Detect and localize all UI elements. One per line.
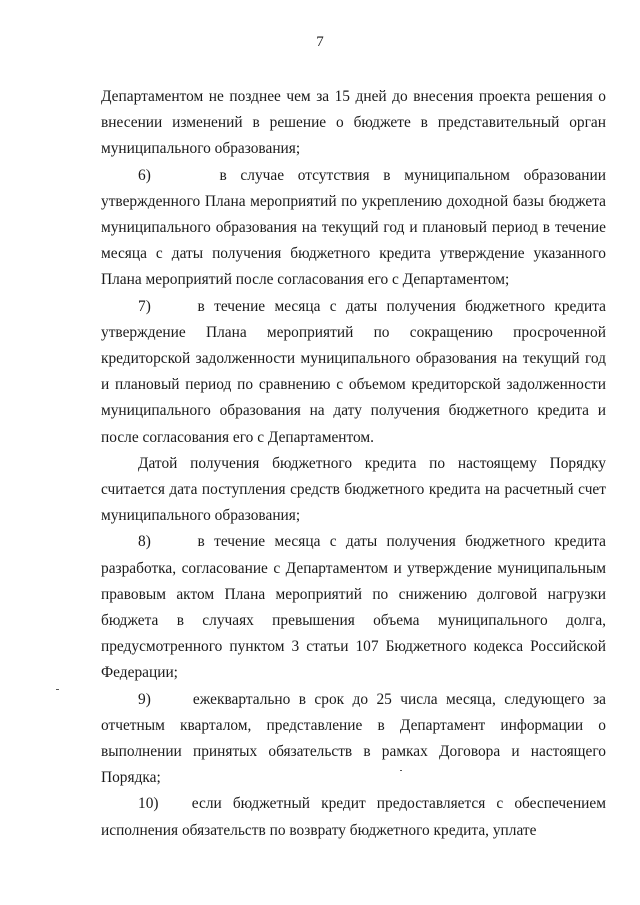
paragraph-item-9: 9) ежеквартально в срок до 25 числа месяца, следующего за отчетным кварталом, представление в Департамент информации о выполнении принятых обязательств в рамках Договора и настоящего Порядка; <box>101 690 606 787</box>
paragraph-credit-date: Датой получения бюджетного кредита по настоящему Порядку считается дата поступления средств бюджетного кредита на расчетный счет муниципального образования; <box>101 454 606 525</box>
paragraph-continuation: Департаментом не позднее чем за 15 дней до внесения проекта решения о внесении изменений в решение о бюджете в представительный орган муниципального образования; <box>101 88 606 158</box>
paragraph-item-7: 7) в течение месяца с даты получения бюджетного кредита утверждение Плана мероприятий по сокращению просроченной кредиторской задолженности муниципального образования на текущий год и плановый период по сравнению с объемом кредиторской задолженности муниципального образования на дату получения бюджетного кредита и после согласования его с Департаментом. <box>101 297 606 446</box>
document-body <box>101 84 606 844</box>
scan-artifact-mark <box>56 689 59 690</box>
page-number: 7 <box>316 34 324 50</box>
scan-artifact-mark <box>400 770 402 771</box>
paragraph-item-8: 8) в течение месяца с даты получения бюджетного кредита разработка, согласование с Департаментом и утверждение муниципальным правовым актом Плана мероприятий по снижению долговой нагрузки бюджета в случаях превышения объема муниципального долга, предусмотренного пунктом 3 статьи 107 Бюджетного кодекса Российской Федерации; <box>101 533 606 682</box>
paragraph-item-10: 10) если бюджетный кредит предоставляется с обеспечением исполнения обязательств по возврату бюджетного кредита, уплате <box>101 795 606 839</box>
paragraph-item-6: 6) в случае отсутствия в муниципальном образовании утвержденного Плана мероприятий по укреплению доходной базы бюджета муниципального образования на текущий год и плановый период в течение месяца с даты получения бюджетного кредита утверждение указанного Плана мероприятий после согласования его с Департаментом; <box>101 166 606 289</box>
